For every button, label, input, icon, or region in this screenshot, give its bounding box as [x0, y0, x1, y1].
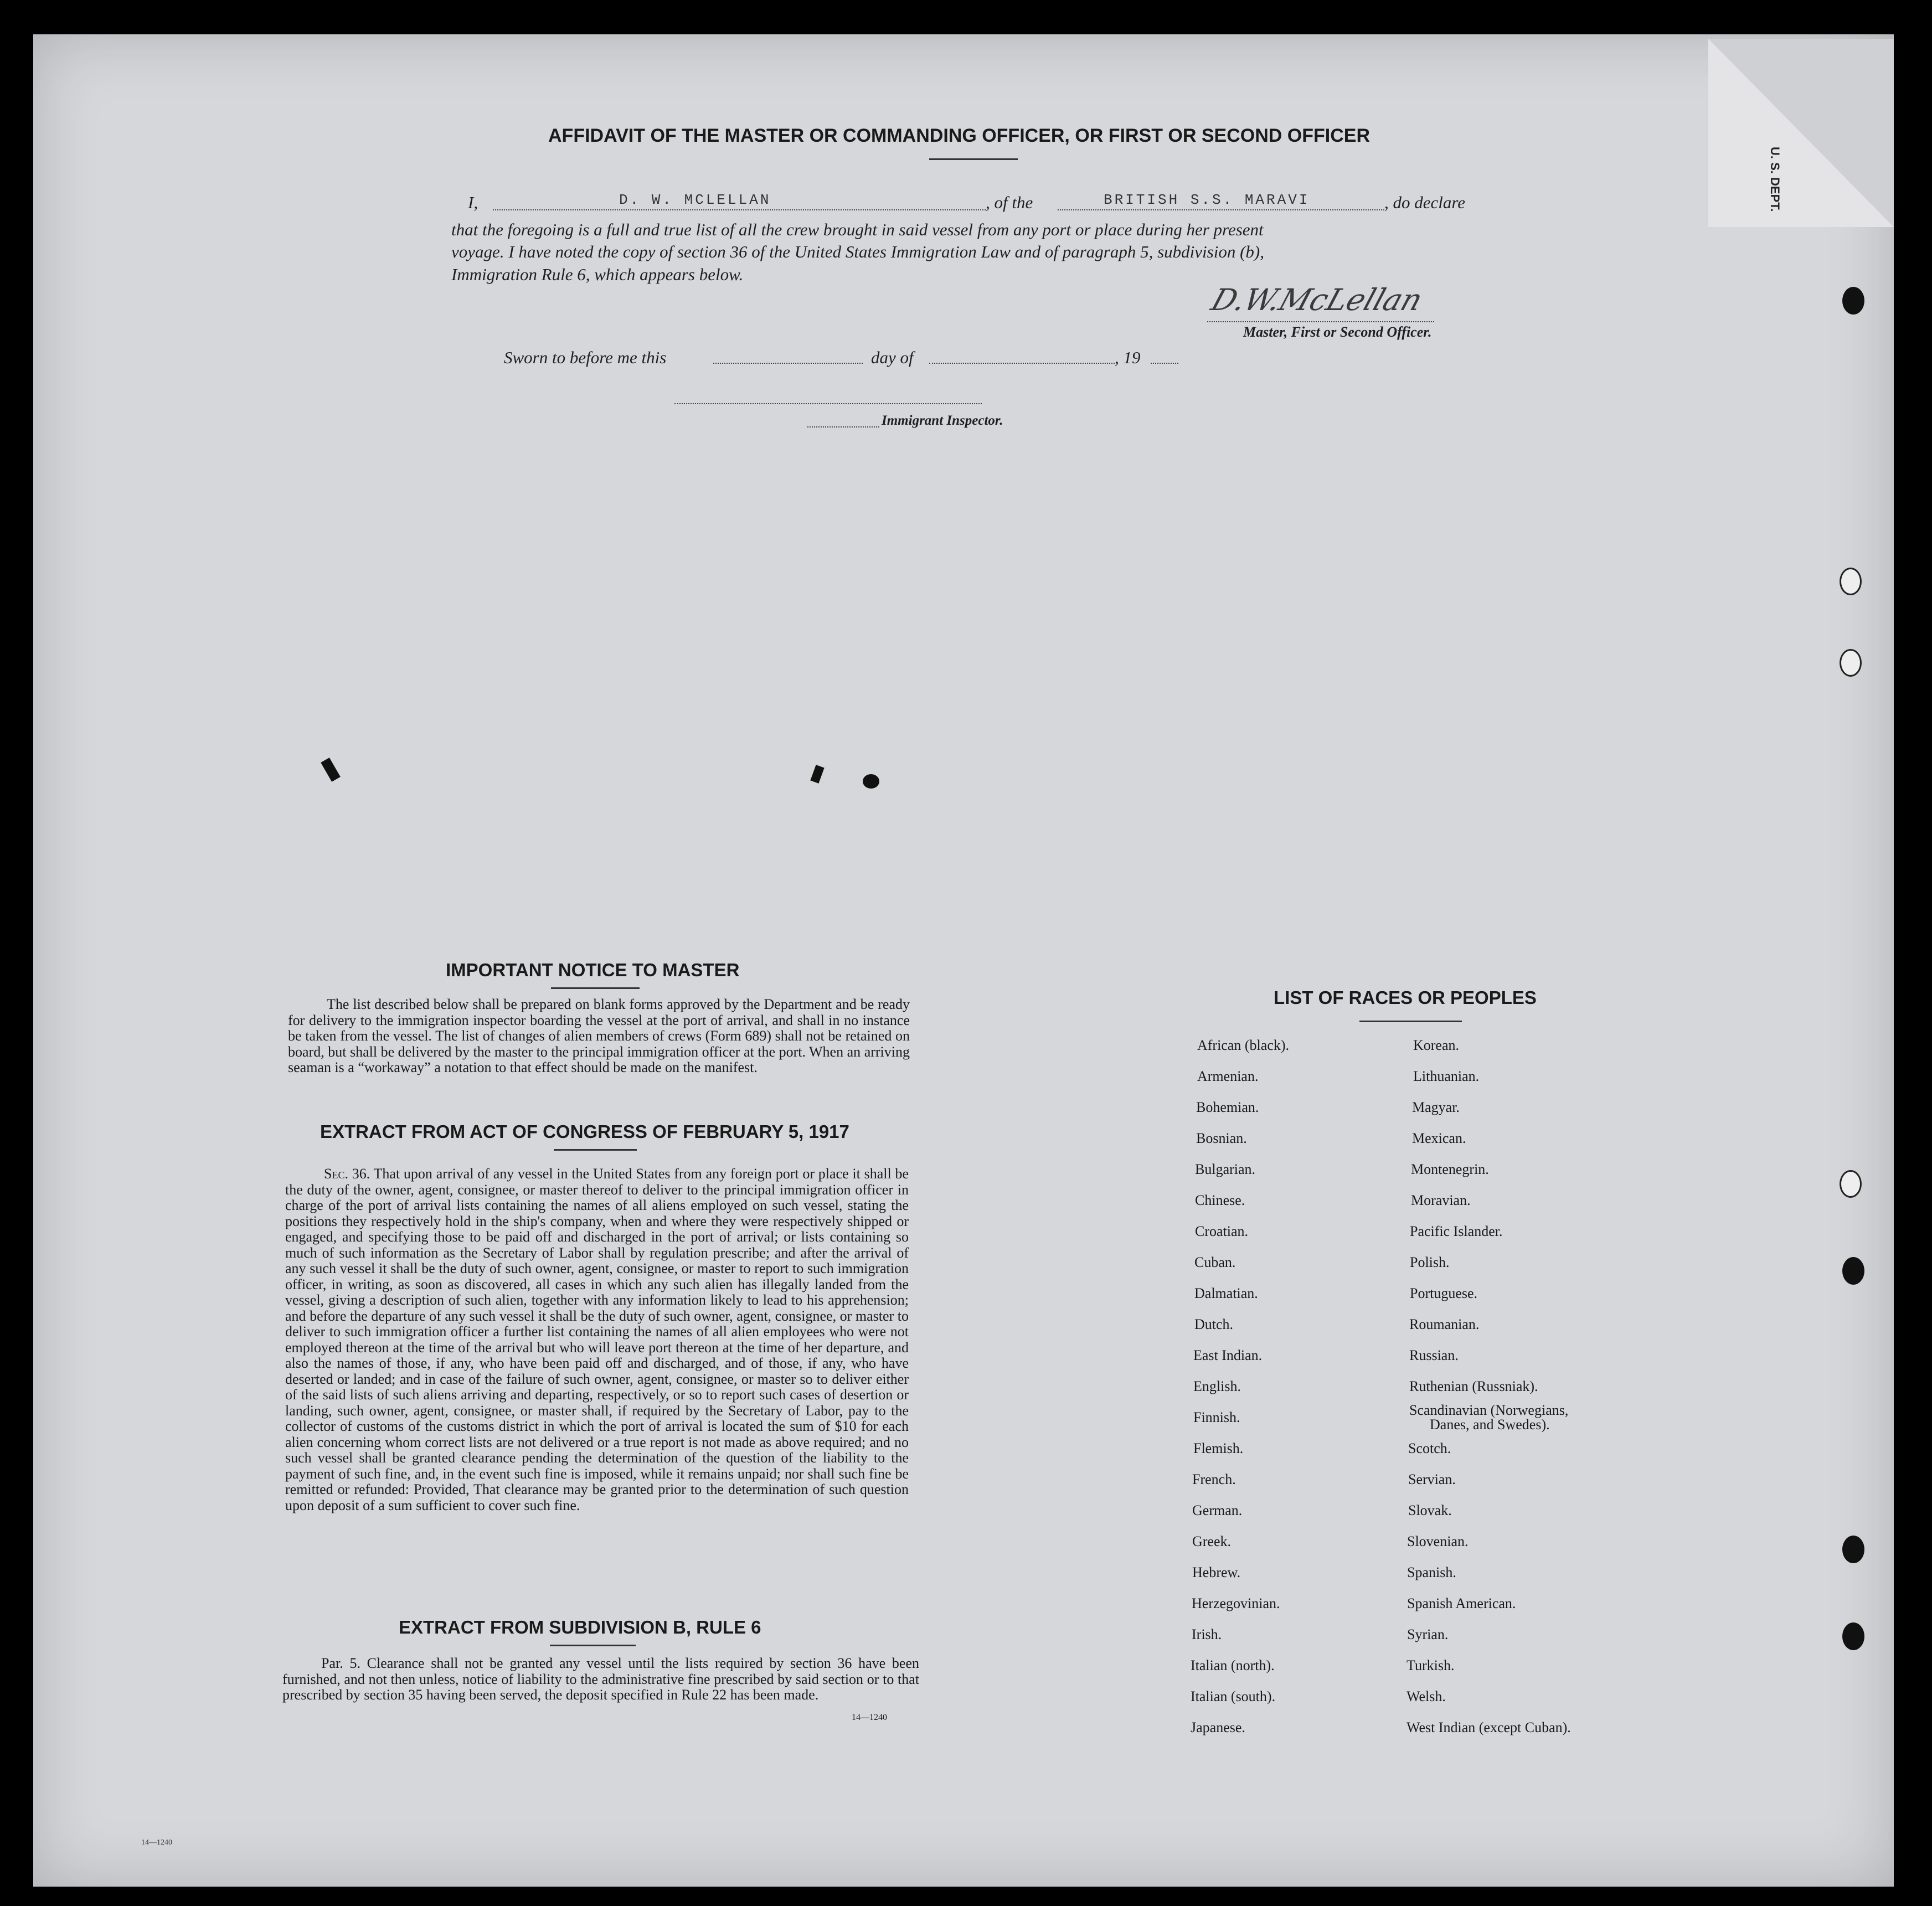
race-right: Scandinavian (Norwegians,	[1409, 1402, 1569, 1418]
sworn-month-line	[929, 363, 1115, 364]
title-underline	[929, 158, 1018, 160]
affidavit-title: AFFIDAVIT OF THE MASTER OR COMMANDING OFFICER, OR FIRST OR SECOND OFFICER	[548, 125, 1370, 146]
race-left: Chinese.	[1195, 1192, 1245, 1208]
do-declare-label: , do declare	[1384, 193, 1466, 212]
extract-rule-form-number: 14—1240	[852, 1713, 887, 1722]
footer-form-number: 14—1240	[141, 1838, 172, 1847]
race-left: Finnish.	[1193, 1409, 1240, 1425]
race-left: Italian (north).	[1191, 1657, 1275, 1673]
punch-hole	[1840, 649, 1862, 677]
race-left: Irish.	[1192, 1626, 1222, 1642]
race-right: Scotch.	[1408, 1440, 1451, 1456]
race-right-continuation: Danes, and Swedes).	[1430, 1416, 1550, 1433]
race-left: German.	[1192, 1502, 1243, 1518]
master-name-line	[493, 209, 986, 210]
affidavit-line-4: Immigration Rule 6, which appears below.	[451, 265, 744, 284]
punch-hole	[1842, 1622, 1864, 1650]
inspector-label: Immigrant Inspector.	[882, 413, 1003, 428]
section-label: Sec.	[324, 1166, 348, 1182]
extract-act-paragraph	[285, 1166, 909, 1513]
notice-title: IMPORTANT NOTICE TO MASTER	[446, 960, 740, 980]
race-left: Dutch.	[1194, 1316, 1234, 1332]
extract-rule-body	[282, 1656, 919, 1703]
race-right: Servian.	[1408, 1471, 1456, 1487]
race-right: Moravian.	[1411, 1192, 1471, 1208]
race-right: Ruthenian (Russniak).	[1409, 1378, 1538, 1394]
stamp-text: U. S. DEPT.	[1768, 147, 1782, 212]
punch-hole	[1842, 1257, 1864, 1285]
punch-hole	[1840, 568, 1862, 595]
punch-hole	[1842, 287, 1864, 315]
sworn-day-line	[713, 363, 863, 364]
race-left: English.	[1193, 1378, 1241, 1394]
sworn-label: Sworn to before me this	[504, 348, 667, 367]
race-left: Herzegovinian.	[1192, 1595, 1280, 1611]
signature-line	[1207, 321, 1434, 322]
vessel-line	[1058, 209, 1384, 210]
punch-hole	[1840, 1170, 1862, 1198]
race-right: Korean.	[1413, 1037, 1460, 1053]
race-left: East Indian.	[1193, 1347, 1263, 1363]
race-left: Bulgarian.	[1195, 1161, 1256, 1177]
race-right: Slovak.	[1408, 1502, 1452, 1518]
extract-act-text: 36. That upon arrival of any vessel in the United States from any foreign port or place it shall be the duty of the owner, agent, consignee, or master thereof to deliver to the principal immigration officer in charge of the port of arrival lists containing the names of all aliens employed on such vessel, stating the positions they respectively hold in the ship's company, when and where they were respectively shipped or engaged, and specifying those to be paid off and discharged in the port of arrival; or lists containing so much of such information as the Secretary of Labor shall by regulation prescribe; and after the arrival of any such vessel it shall be the duty of such owner, agent, consignee, or master to report to such immigration officer, in writing, as soon as discovered, all cases in which any such alien has illegally landed from the vessel, giving a description of such alien, together with any information likely to lead to his apprehension; and before the departure of any such vessel it shall be the duty of such owner, agent, consignee, or master to deliver to such immigration officer a further list containing the names of all alien employees who were not employed thereon at the time of the arrival but who will leave port thereon at the time of her departure, and also the names of those, if any, who have been paid off and discharged, and of those, if any, who have deserted or landed; and in case of the failure of such owner, agent, consignee, or master so to deliver either of the said lists of such aliens arriving and departing, respectively, or so to report such cases of desertion or landing, such owner, agent, consignee, or master shall, if required by the Secretary of Labor, pay to the collector of customs of the customs district in which the port of arrival is located the sum of $10 for each alien concerning whom correct lists are not delivered or a true report is not made as above required; and no such vessel shall be granted clearance pending the determination of the question of the liability to the payment of such fine, and, in the event such fine is imposed, while it remains unpaid; nor shall such fine be remitted or refunded: Provided, That clearance may be granted prior to the determination of such question upon deposit of a sum sufficient to cover such fine.	[285, 1166, 909, 1513]
inspector-signature-line	[674, 403, 982, 404]
race-left: Italian (south).	[1191, 1688, 1276, 1704]
extract-act-title: EXTRACT FROM ACT OF CONGRESS OF FEBRUARY 5, 1917	[320, 1121, 849, 1142]
race-right: Mexican.	[1412, 1130, 1466, 1146]
race-right: Montenegrin.	[1411, 1161, 1489, 1177]
race-right: Lithuanian.	[1413, 1068, 1480, 1084]
race-right: West Indian (except Cuban).	[1407, 1719, 1571, 1735]
day-of-label: day of	[871, 348, 914, 367]
race-right: Syrian.	[1407, 1626, 1449, 1642]
race-left: Croatian.	[1195, 1223, 1249, 1239]
of-the-label: , of the	[986, 193, 1033, 212]
notice-body	[288, 997, 910, 1076]
ink-blot	[863, 774, 879, 789]
race-left: Flemish.	[1193, 1440, 1244, 1456]
affidavit-line-3: voyage. I have noted the copy of section 36 of the United States Immigration Law and of paragraph 5, subdivision (b),	[451, 242, 1264, 261]
affidavit-i-label: I,	[468, 193, 478, 212]
punch-hole	[1842, 1536, 1864, 1563]
race-right: Portuguese.	[1410, 1285, 1478, 1301]
race-left: French.	[1192, 1471, 1236, 1487]
signature-caption: Master, First or Second Officer.	[1243, 324, 1432, 340]
race-right: Welsh.	[1407, 1688, 1446, 1704]
race-right: Turkish.	[1407, 1657, 1455, 1673]
extract-act-body	[285, 1166, 909, 1513]
race-left: African (black).	[1197, 1037, 1290, 1053]
sworn-year-line	[1151, 363, 1178, 364]
vessel-name: BRITISH S.S. MARAVI	[1104, 192, 1310, 208]
race-left: Cuban.	[1194, 1254, 1236, 1270]
extract-rule-paragraph: Par. 5. Clearance shall not be granted any vessel until the lists required by section 36 have been furnished, and not then unless, notice of liability to the administrative fine prescribed by said section or to that prescribed by section 35 having been served, the deposit specified in Rule 22 has been made.	[282, 1655, 919, 1703]
race-right: Pacific Islander.	[1410, 1223, 1503, 1239]
race-left: Bohemian.	[1196, 1099, 1259, 1115]
inspector-prefix-line	[807, 426, 879, 427]
race-right: Spanish.	[1407, 1564, 1456, 1580]
extract-act-underline	[554, 1149, 637, 1151]
extract-rule-title: EXTRACT FROM SUBDIVISION B, RULE 6	[399, 1617, 761, 1637]
extract-rule-underline	[550, 1645, 636, 1646]
affidavit-line-2: that the foregoing is a full and true list of all the crew brought in said vessel from any port or place during her present	[451, 220, 1264, 239]
race-left: Japanese.	[1191, 1719, 1245, 1735]
notice-underline	[551, 987, 640, 989]
race-left: Hebrew.	[1192, 1564, 1241, 1580]
master-signature: D.W.McLellan	[1207, 282, 1427, 317]
year-label: , 19	[1115, 348, 1141, 367]
document-page	[33, 34, 1894, 1887]
races-title: LIST OF RACES OR PEOPLES	[1274, 987, 1537, 1008]
race-left: Dalmatian.	[1194, 1285, 1258, 1301]
notice-paragraph: The list described below shall be prepared on blank forms approved by the Department and be ready for delivery to the immigration inspector boarding the vessel at the port of arrival, and shall in no instance be taken from the vessel. The list of changes of alien members of crews (Form 689) shall not be retained on board, but shall be delivered by the master to the principal immigration officer at the port. When an arriving seaman is a “workaway” a notation to that effect should be made on the manifest.	[288, 996, 910, 1075]
race-right: Russian.	[1409, 1347, 1459, 1363]
race-right: Slovenian.	[1407, 1533, 1469, 1549]
races-underline	[1359, 1021, 1462, 1022]
race-right: Roumanian.	[1409, 1316, 1480, 1332]
race-right: Magyar.	[1412, 1099, 1460, 1115]
master-name: D. W. MCLELLAN	[619, 192, 771, 208]
race-right: Polish.	[1410, 1254, 1450, 1270]
race-left: Armenian.	[1197, 1068, 1259, 1084]
race-left: Bosnian.	[1196, 1130, 1247, 1146]
race-left: Greek.	[1192, 1533, 1232, 1549]
race-right: Spanish American.	[1407, 1595, 1516, 1611]
